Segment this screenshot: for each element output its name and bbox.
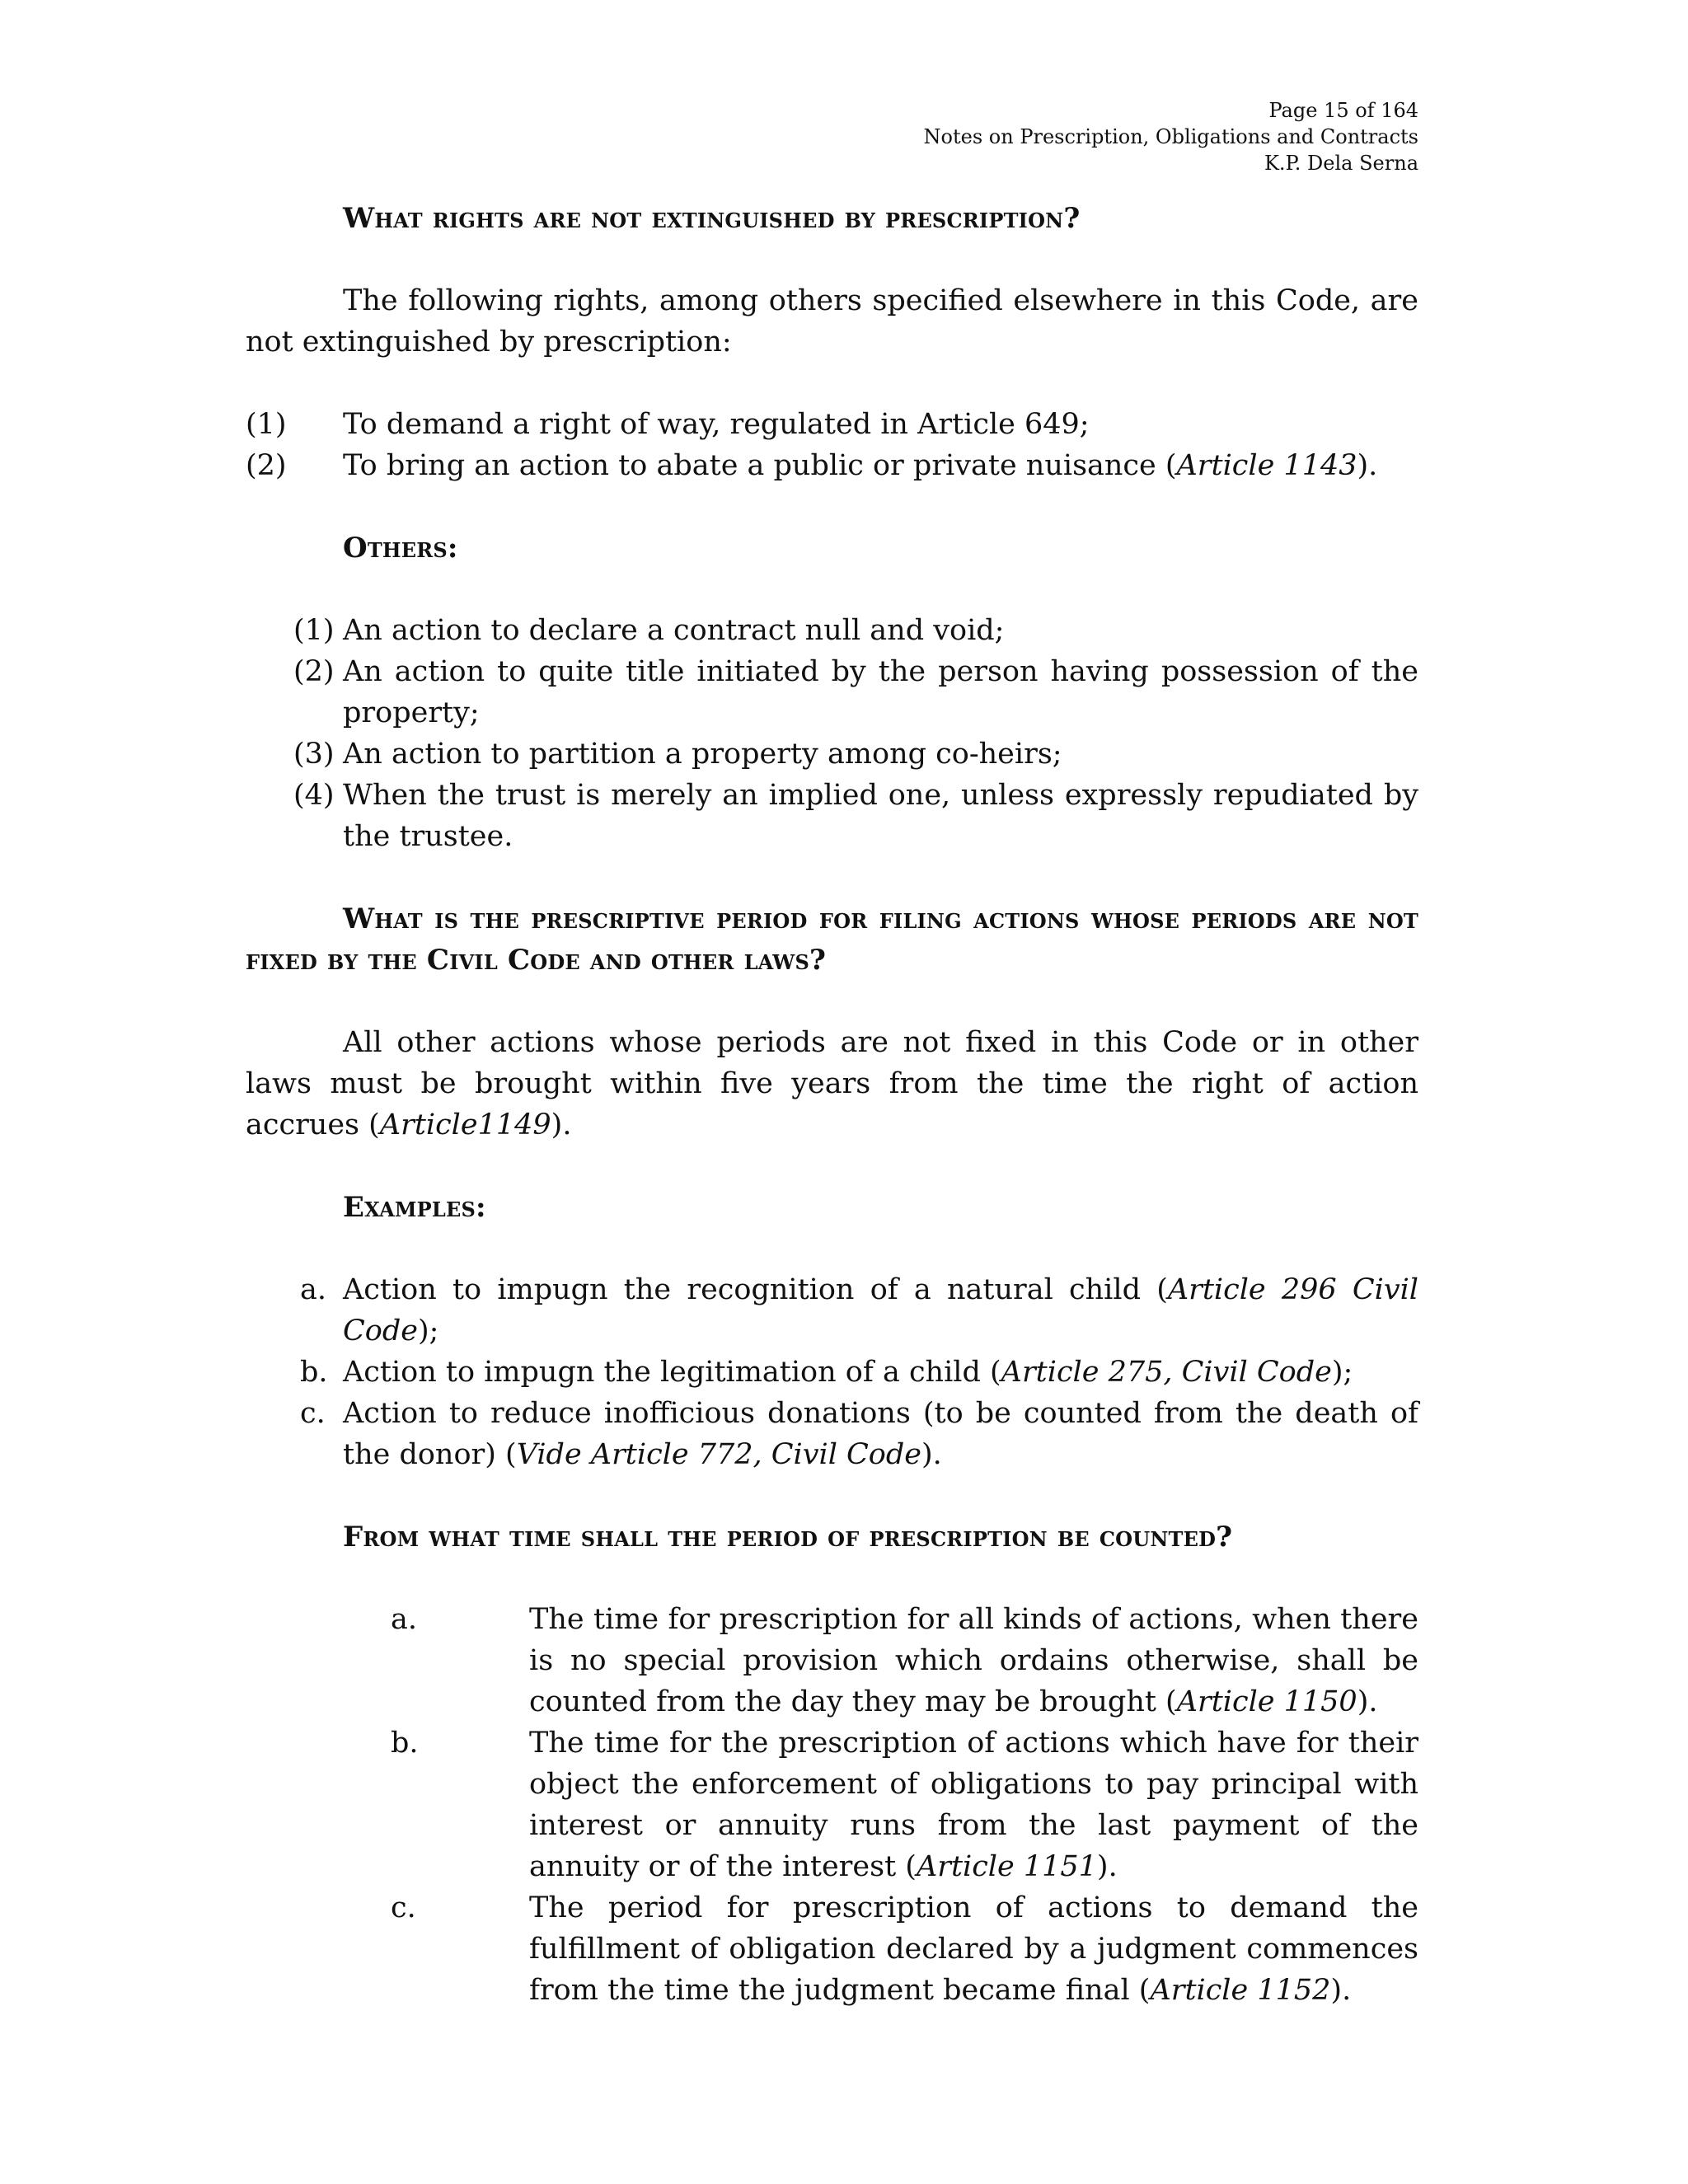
list-item-tail: ). (1330, 1974, 1352, 2007)
list-item-label: (2) (246, 449, 287, 482)
list-item (246, 651, 1418, 733)
list-item-text: The time for prescription for all kinds of actions, when there is no special provision which ordains otherwise, shall be counted from the day they may be brought ( (529, 1603, 1418, 1718)
list-item-text: When the trust is merely an implied one, unless expressly repudiated by the trustee. (343, 779, 1418, 853)
list-item-tail: ); (1331, 1356, 1353, 1389)
list-item-text: Action to impugn the recognition of a natural child ( (343, 1273, 1168, 1306)
rights-list (246, 404, 1418, 486)
list-item-text: To bring an action to abate a public or private nuisance ( (343, 449, 1177, 482)
list-item-text: Action to impugn the legitimation of a child ( (343, 1356, 1001, 1389)
list-item (246, 445, 1418, 486)
page-header (824, 97, 1418, 176)
article-citation: Article 296 Civil Code (343, 1273, 1419, 1347)
list-item-label: b. (391, 1727, 419, 1760)
list-item-label: (1) (293, 614, 335, 647)
list-item-label: (2) (293, 655, 335, 688)
list-item-text: The time for the prescription of actions which have for their object the enforcement of obligations to pay principal with interest or annuity runs from the last payment of the annuity or of the interest ( (529, 1727, 1418, 1883)
list-item-text: The period for prescription of actions to demand the fulfillment of obligation declared by a judgment commences from the time the judgment became final ( (529, 1891, 1418, 2007)
examples-list (246, 1269, 1418, 1475)
section-heading-examples: Examples: (343, 1191, 486, 1224)
list-item (246, 1352, 1418, 1393)
list-item (246, 610, 1418, 651)
document-title: Notes on Prescription, Obligations and Contracts (923, 125, 1418, 148)
article-citation: Article 1152 (1150, 1974, 1331, 2007)
others-list (246, 610, 1418, 857)
list-item (246, 775, 1418, 857)
article-citation: Article 1150 (1176, 1685, 1357, 1718)
article-citation: Vide Article 772, Civil Code (516, 1438, 921, 1471)
list-item-text: An action to quite title initiated by the person having possession of the property; (343, 655, 1418, 729)
list-item (246, 1887, 1418, 2011)
section-heading-period: What is the prescriptive period for filing actions whose periods are not fixed by the Civil Code and other laws? (246, 902, 1418, 977)
period-text: All other actions whose periods are not fixed in this Code or in other laws must be brought within five years from the time the right of action accrues ( (246, 1026, 1418, 1141)
list-item-label: (3) (293, 738, 335, 771)
period-paragraph (246, 1022, 1418, 1146)
list-item (246, 1393, 1418, 1475)
list-item-tail: ). (921, 1438, 942, 1471)
page-body (246, 198, 1418, 2011)
list-item-text: Action to reduce inofficious donations (to be counted from the death of the donor) ( (343, 1397, 1418, 1471)
section-heading-others: Others: (343, 532, 458, 565)
list-item-label: (4) (293, 779, 335, 812)
document-author: K.P. Dela Serna (1264, 152, 1418, 175)
counted-list (246, 1599, 1418, 2011)
list-item-tail: ). (1096, 1850, 1118, 1883)
list-item (246, 1722, 1418, 1887)
list-item-label: (1) (246, 408, 287, 441)
list-item-label: c. (391, 1891, 416, 1924)
page-number: Page 15 of 164 (1268, 99, 1418, 122)
list-item-tail: ). (1357, 1685, 1378, 1718)
list-item-tail: ). (1357, 449, 1378, 482)
list-item (246, 733, 1418, 775)
article-citation: Article 1143 (1176, 449, 1357, 482)
list-item (246, 1599, 1418, 1722)
section-heading-counted: From what time shall the period of prescription be counted? (343, 1521, 1233, 1554)
section-heading-rights: What rights are not extinguished by prescription? (343, 202, 1081, 235)
list-item-text: To demand a right of way, regulated in Article 649; (343, 408, 1090, 441)
article-citation: Article 1151 (916, 1850, 1097, 1883)
list-item (246, 404, 1418, 445)
list-item-label: a. (391, 1603, 417, 1636)
list-item-label: a. (300, 1273, 326, 1306)
list-item-text: An action to partition a property among co-heirs; (343, 738, 1062, 771)
period-tail: ). (551, 1108, 572, 1141)
list-item-tail: ); (417, 1315, 439, 1347)
list-item-text: An action to declare a contract null and void; (343, 614, 1005, 647)
rights-intro: The following rights, among others specified elsewhere in this Code, are not extinguished by prescription: (246, 284, 1418, 359)
list-item (246, 1269, 1418, 1352)
list-item-label: b. (300, 1356, 328, 1389)
list-item-label: c. (300, 1397, 326, 1430)
article-citation: Article1149 (379, 1108, 551, 1141)
article-citation: Article 275, Civil Code (1001, 1356, 1332, 1389)
